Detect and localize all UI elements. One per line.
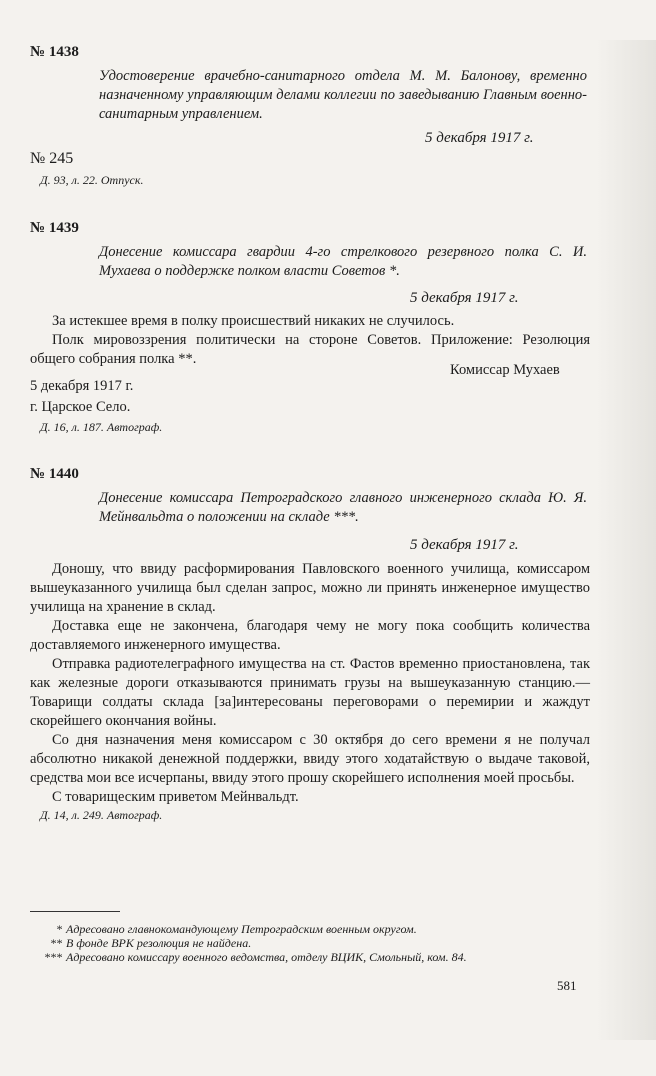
doc-1440-date: 5 декабря 1917 г. bbox=[410, 537, 519, 553]
footnote-text: В фонде ВРК резолюция не найдена. bbox=[66, 936, 252, 950]
doc-1438-ref-number: № 245 bbox=[30, 150, 74, 167]
footnote-text: Адресовано комиссару военного ведомства, отделу ВЦИК, Смольный, ком. 84. bbox=[66, 950, 467, 964]
doc-1440-paragraph: С товарищеским приветом Мейнвальдт. bbox=[52, 789, 299, 805]
doc-1439-sign-date: 5 декабря 1917 г. bbox=[30, 378, 134, 394]
doc-1439-paragraph: Полк мировоззрения политически на стороне Советов. Приложение: Резолюция общего собрания полка **. bbox=[30, 332, 590, 367]
footnote-mark: ** bbox=[50, 936, 62, 950]
footnote bbox=[38, 950, 467, 965]
doc-1439-number: № 1439 bbox=[30, 220, 79, 236]
doc-1440-paragraph: Доставка еще не закончена, благодаря чему не могу пока сообщить количества доставляемого инженерного имущества. bbox=[30, 618, 590, 653]
doc-1439-date: 5 декабря 1917 г. bbox=[410, 290, 519, 306]
doc-1439-archive: Д. 16, л. 187. Автограф. bbox=[40, 420, 163, 434]
doc-1440-paragraph: Со дня назначения меня комиссаром с 30 октября до сего времени я не получал абсолютно никакой денежной поддержки, ввиду этого ходатайствую о выдаче таковой, средства мои все исчерпаны, ввиду этого прошу скорейшего исполнения моей просьбы. bbox=[30, 732, 590, 786]
doc-1440-body bbox=[30, 560, 590, 807]
doc-1438-date: 5 декабря 1917 г. bbox=[425, 130, 534, 146]
doc-1440-number: № 1440 bbox=[30, 466, 79, 482]
doc-1440-archive: Д. 14, л. 249. Автограф. bbox=[40, 808, 163, 822]
doc-1440-paragraph: Доношу, что ввиду расформирования Павловского военного училища, комиссаром вышеуказанного училища был сделан запрос, можно ли принять инженерное имущество училища на хранение в склад. bbox=[30, 561, 590, 615]
doc-1440-paragraph: Отправка радиотелеграфного имущества на ст. Фастов временно приостановлена, так как железные дороги отказываются принимать грузы на вышеуказанную станцию.— Товарищи солдаты склада [за]интересованы переговорами о перемирии и жаждут скорейшего окончания войны. bbox=[30, 656, 590, 729]
doc-1439-paragraph: За истекшее время в полку происшествий никаких не случилось. bbox=[52, 313, 455, 329]
footnote-text: Адресовано главнокомандующему Петроградским военным округом. bbox=[66, 922, 417, 936]
doc-1438-number: № 1438 bbox=[30, 44, 79, 60]
footnote bbox=[38, 936, 251, 951]
doc-1439-title: Донесение комиссара гвардии 4-го стрелкового резервного полка С. И. Мухаева о поддержке полком власти Советов *. bbox=[99, 244, 587, 279]
page-number: 581 bbox=[557, 978, 577, 993]
doc-1439-signature: Комиссар Мухаев bbox=[450, 362, 560, 378]
doc-1440-title: Донесение комиссара Петроградского главного инженерного склада Ю. Я. Мейнвальдта о положении на складе ***. bbox=[99, 490, 587, 525]
doc-1438-title: Удостоверение врачебно-санитарного отдела М. М. Балонову, временно назначенному управляющим делами коллегии по заведыванию Главным военно-санитарным управлением. bbox=[99, 68, 587, 122]
footnote-mark: *** bbox=[44, 950, 62, 964]
footnote-rule bbox=[30, 911, 120, 912]
footnote-mark: * bbox=[56, 922, 62, 936]
footnote bbox=[38, 922, 417, 937]
doc-1439-place: г. Царское Село. bbox=[30, 399, 131, 415]
bleed-through-shadow bbox=[596, 40, 656, 1040]
doc-1439-body bbox=[30, 312, 590, 369]
doc-1438-archive: Д. 93, л. 22. Отпуск. bbox=[40, 173, 144, 187]
